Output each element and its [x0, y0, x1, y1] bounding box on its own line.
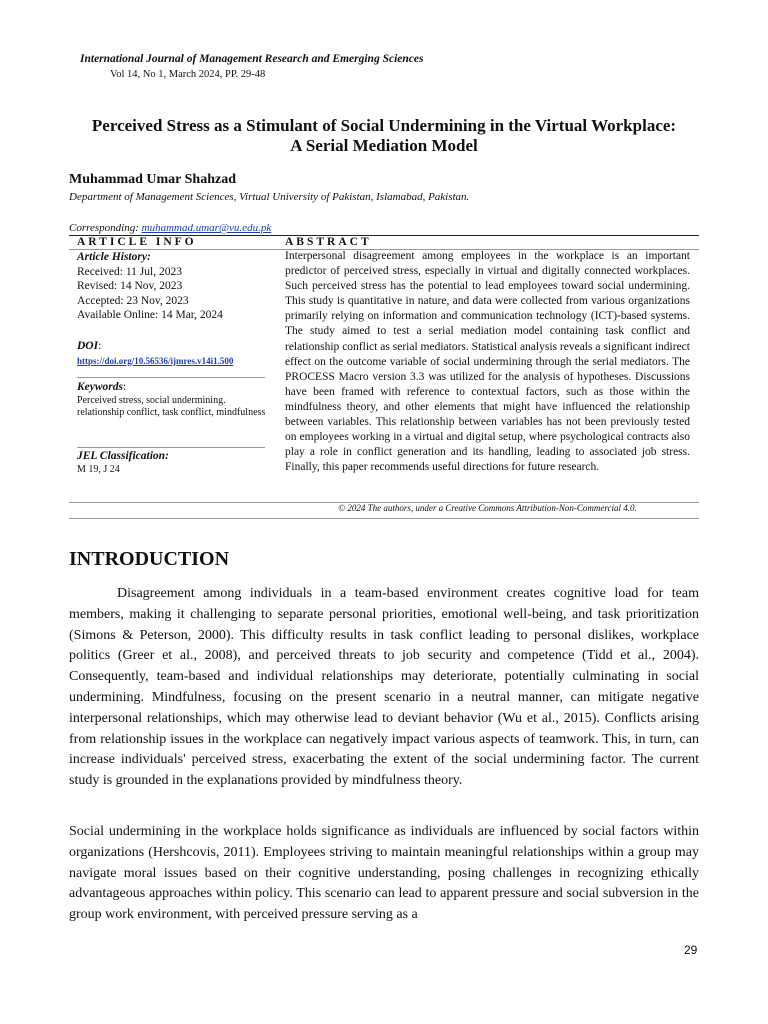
introduction-heading: INTRODUCTION: [69, 548, 230, 570]
doi-block: [77, 339, 272, 368]
author-affiliation: Department of Management Sciences, Virtual University of Pakistan, Islamabad, Pakistan.: [69, 191, 470, 203]
revised-date: Revised: 14 Nov, 2023: [77, 280, 183, 292]
article-info-heading: ARTICLE INFO: [77, 236, 197, 248]
info-divider: [77, 377, 265, 378]
jel-block: [77, 449, 272, 476]
doi-colon: :: [98, 340, 102, 352]
history-label: Article History:: [77, 251, 151, 263]
page-number: 29: [684, 943, 698, 957]
accepted-date: Accepted: 23 Nov, 2023: [77, 294, 189, 307]
corresponding-label: Corresponding:: [69, 222, 142, 234]
jel-label: JEL Classification:: [77, 450, 169, 462]
available-date: Available Online: 14 Mar, 2024: [77, 309, 223, 321]
keywords-colon: :: [123, 381, 127, 393]
keywords-text: Perceived stress, social undermining. relationship conflict, task conflict, mindfulness: [77, 394, 266, 418]
journal-volume: Vol 14, No 1, March 2024, PP. 29-48: [110, 69, 266, 80]
keywords-block: [77, 380, 272, 420]
article-history: [77, 250, 272, 323]
intro-paragraph-2: Social undermining in the workplace holds significance as individuals are influenced by social factors within organizations (Hershcovis, 2011). Employees striving to maintain meaningful relationships within a group may navigate moral issues based on their cognitive understanding, posing challenges in recognizing ethically advantageous approaches within policy. This scenario can lead to apparent pressure and social subversion in the group work environment, with perceived pressure serving as a: [69, 824, 699, 923]
intro-paragraph-1: Disagreement among individuals in a team-based environment creates cognitive load for team members, making it challenging to separate personal priorities, emotional well-being, and task prioritization (Simons & Peterson, 2000). This difficulty results in task conflict leading to personal dislikes, workplace politics (Greer et al., 2008), and perceived threats to job security and competence (Tidd et al., 2004). Consequently, team-based and individual relationships may deteriorate, potentially culminating in social undermining. Mindfulness, focusing on the present scenario in a neutral manner, can mitigate negative interpersonal relationships, which may otherwise lead to deviant behavior (Wu et al., 2015). Conflicts arising from relationship issues in the workplace can negatively impact various aspects of teamwork. This, in turn, can increase individuals' perceived stress, exacerbating the extent of the social undermining factor. The current study is grounded in the explanations provided by mindfulness theory.: [69, 586, 699, 789]
doi-link[interactable]: https://doi.org/10.56536/ijmres.v14i1.500: [77, 355, 234, 366]
paper-title-line1: Perceived Stress as a Stimulant of Social Undermining in the Virtual Workplace:: [91, 116, 677, 135]
abstract-heading: ABSTRACT: [285, 236, 372, 248]
license-note: © 2024 The authors, under a Creative Commons Attribution-Non-Commercial 4.0.: [338, 503, 637, 513]
corresponding-author: [69, 222, 271, 234]
keywords-label: Keywords: [77, 381, 123, 393]
bottom-rule: [69, 518, 699, 519]
info-divider: [77, 447, 265, 448]
abstract-text: Interpersonal disagreement among employees in the workplace is an important predictor of perceived stress, especially in virtual and digitally connected workplaces. Such perceived stress has the potential to lead employees toward social undermining. This study is quantitative in nature, and data were collected from various organizations primarily relying on information and communication technology (ICT)-based systems. The study aimed to test a serial mediation model containing task conflict and relationship conflict as serial mediators. Statistical analysis reveals a significant indirect effect on the outcome variable of social undermining through the serial mediators. The PROCESS Macro version 3.3 was utilized for the analysis of hypotheses. Discussions have been framed with reference to contextual factors, such as those within the mindfulness theory, and other elements that might have influenced the relationship between variables. This relationship between variables has not been previously tested on employees working in a virtual and digital setup, where psychological contracts also play a role in conflict generation and its handling, leading to associated job stress. Finally, this paper recommends useful directions for future research.: [285, 250, 690, 474]
paper-title-line2: A Serial Mediation Model: [290, 136, 478, 155]
received-date: Received: 11 Jul, 2023: [77, 265, 182, 278]
journal-name: International Journal of Management Research and Emerging Sciences: [80, 53, 424, 65]
corresponding-email-link[interactable]: muhammad.umar@vu.edu.pk: [141, 222, 272, 234]
paper-title: [40, 116, 728, 156]
author-name: Muhammad Umar Shahzad: [69, 172, 236, 187]
jel-codes: M 19, J 24: [77, 463, 120, 475]
doi-label: DOI: [77, 340, 99, 352]
